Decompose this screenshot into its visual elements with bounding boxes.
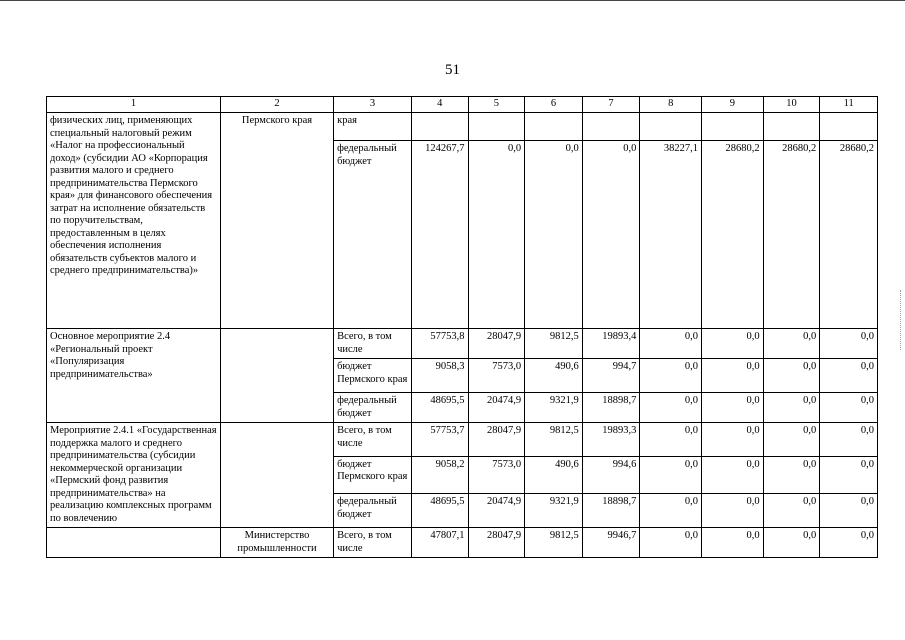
amount-cell: [640, 113, 702, 141]
budget-table: [46, 96, 878, 558]
amount-cell: 18898,7: [582, 393, 640, 423]
amount-cell: 9058,2: [411, 456, 468, 494]
amount-cell: 0,0: [702, 329, 764, 359]
amount-cell: [582, 113, 640, 141]
amount-cell: 9812,5: [525, 528, 583, 558]
amount-cell: 0,0: [763, 528, 820, 558]
amount-cell: 19893,3: [582, 423, 640, 457]
funding-source-cell: края: [334, 113, 412, 141]
funding-source-cell: Всего, в том числе: [334, 423, 412, 457]
amount-cell: [763, 113, 820, 141]
amount-cell: 0,0: [640, 456, 702, 494]
page-number: 51: [445, 62, 460, 78]
column-header: 10: [763, 97, 820, 113]
column-header: 6: [525, 97, 583, 113]
amount-cell: 0,0: [702, 423, 764, 457]
amount-cell: 28047,9: [468, 329, 525, 359]
column-header: 7: [582, 97, 640, 113]
amount-cell: 9058,3: [411, 359, 468, 393]
amount-cell: 0,0: [702, 494, 764, 528]
table-body: [47, 97, 878, 558]
funding-source-cell: Всего, в том числе: [334, 528, 412, 558]
amount-cell: 28680,2: [763, 141, 820, 329]
margin-mark: [900, 290, 903, 350]
amount-cell: 28047,9: [468, 528, 525, 558]
amount-cell: 0,0: [640, 528, 702, 558]
amount-cell: [468, 113, 525, 141]
amount-cell: 0,0: [582, 141, 640, 329]
amount-cell: 0,0: [763, 329, 820, 359]
amount-cell: 994,6: [582, 456, 640, 494]
amount-cell: 0,0: [640, 393, 702, 423]
header-row: [47, 97, 878, 113]
amount-cell: 0,0: [702, 456, 764, 494]
amount-cell: 7573,0: [468, 359, 525, 393]
amount-cell: 57753,7: [411, 423, 468, 457]
activity-name-cell: [47, 528, 221, 558]
amount-cell: 9321,9: [525, 494, 583, 528]
table-row: [47, 113, 878, 141]
amount-cell: 994,7: [582, 359, 640, 393]
funding-source-cell: бюджет Пермского края: [334, 456, 412, 494]
table-row: [47, 329, 878, 359]
amount-cell: 0,0: [820, 423, 878, 457]
amount-cell: 9946,7: [582, 528, 640, 558]
executor-cell: [220, 423, 333, 528]
column-header: 1: [47, 97, 221, 113]
column-header: 3: [334, 97, 412, 113]
column-header: 4: [411, 97, 468, 113]
amount-cell: 0,0: [763, 494, 820, 528]
column-header: 8: [640, 97, 702, 113]
amount-cell: 0,0: [702, 393, 764, 423]
executor-cell: [220, 329, 333, 423]
activity-name-cell: физических лиц, применяющих специальный налоговый режим «Налог на профессиональный доход» (субсидии АО «Корпорация развития малого и среднего предпринимательства Пермского края» для финансового обеспечения затрат на исполнение обязательств по поручительствам, предоставленным в целях обеспечения исполнения обязательств субъектов малого и среднего предпринимательства)»: [47, 113, 221, 329]
amount-cell: 48695,5: [411, 494, 468, 528]
funding-source-cell: бюджет Пермского края: [334, 359, 412, 393]
amount-cell: 0,0: [468, 141, 525, 329]
amount-cell: [702, 113, 764, 141]
amount-cell: 48695,5: [411, 393, 468, 423]
amount-cell: 0,0: [820, 494, 878, 528]
amount-cell: 490,6: [525, 359, 583, 393]
activity-name-cell: Мероприятие 2.4.1 «Государственная поддержка малого и среднего предпринимательства (субсидии некоммерческой организации «Пермский фонд развития предпринимательства» на реализацию комплексных программ по вовлечению: [47, 423, 221, 528]
amount-cell: 0,0: [820, 359, 878, 393]
amount-cell: 490,6: [525, 456, 583, 494]
amount-cell: 9812,5: [525, 329, 583, 359]
amount-cell: 20474,9: [468, 393, 525, 423]
amount-cell: 18898,7: [582, 494, 640, 528]
amount-cell: 0,0: [640, 494, 702, 528]
table-row: [47, 528, 878, 558]
amount-cell: 7573,0: [468, 456, 525, 494]
amount-cell: 57753,8: [411, 329, 468, 359]
top-rule: [0, 0, 905, 1]
amount-cell: 9321,9: [525, 393, 583, 423]
amount-cell: 20474,9: [468, 494, 525, 528]
amount-cell: 124267,7: [411, 141, 468, 329]
amount-cell: 0,0: [820, 329, 878, 359]
amount-cell: 0,0: [820, 528, 878, 558]
amount-cell: 0,0: [640, 329, 702, 359]
funding-source-cell: федеральный бюджет: [334, 494, 412, 528]
activity-name-cell: Основное мероприятие 2.4 «Региональный проект «Популяризация предпринимательства»: [47, 329, 221, 423]
amount-cell: 0,0: [763, 393, 820, 423]
amount-cell: 28680,2: [702, 141, 764, 329]
amount-cell: 47807,1: [411, 528, 468, 558]
amount-cell: 0,0: [820, 393, 878, 423]
amount-cell: 0,0: [525, 141, 583, 329]
table-row: [47, 423, 878, 457]
column-header: 5: [468, 97, 525, 113]
amount-cell: 28680,2: [820, 141, 878, 329]
column-header: 11: [820, 97, 878, 113]
amount-cell: 38227,1: [640, 141, 702, 329]
amount-cell: [820, 113, 878, 141]
amount-cell: [525, 113, 583, 141]
amount-cell: 9812,5: [525, 423, 583, 457]
funding-source-cell: федеральный бюджет: [334, 393, 412, 423]
amount-cell: 0,0: [763, 456, 820, 494]
amount-cell: 0,0: [640, 423, 702, 457]
column-header: 9: [702, 97, 764, 113]
funding-source-cell: федеральный бюджет: [334, 141, 412, 329]
amount-cell: 0,0: [820, 456, 878, 494]
column-header: 2: [220, 97, 333, 113]
amount-cell: 19893,4: [582, 329, 640, 359]
amount-cell: [411, 113, 468, 141]
amount-cell: 0,0: [702, 528, 764, 558]
executor-cell: Пермского края: [220, 113, 333, 329]
amount-cell: 0,0: [763, 423, 820, 457]
amount-cell: 0,0: [702, 359, 764, 393]
amount-cell: 0,0: [640, 359, 702, 393]
funding-source-cell: Всего, в том числе: [334, 329, 412, 359]
amount-cell: 28047,9: [468, 423, 525, 457]
amount-cell: 0,0: [763, 359, 820, 393]
executor-cell: Министерство промышленности: [220, 528, 333, 558]
